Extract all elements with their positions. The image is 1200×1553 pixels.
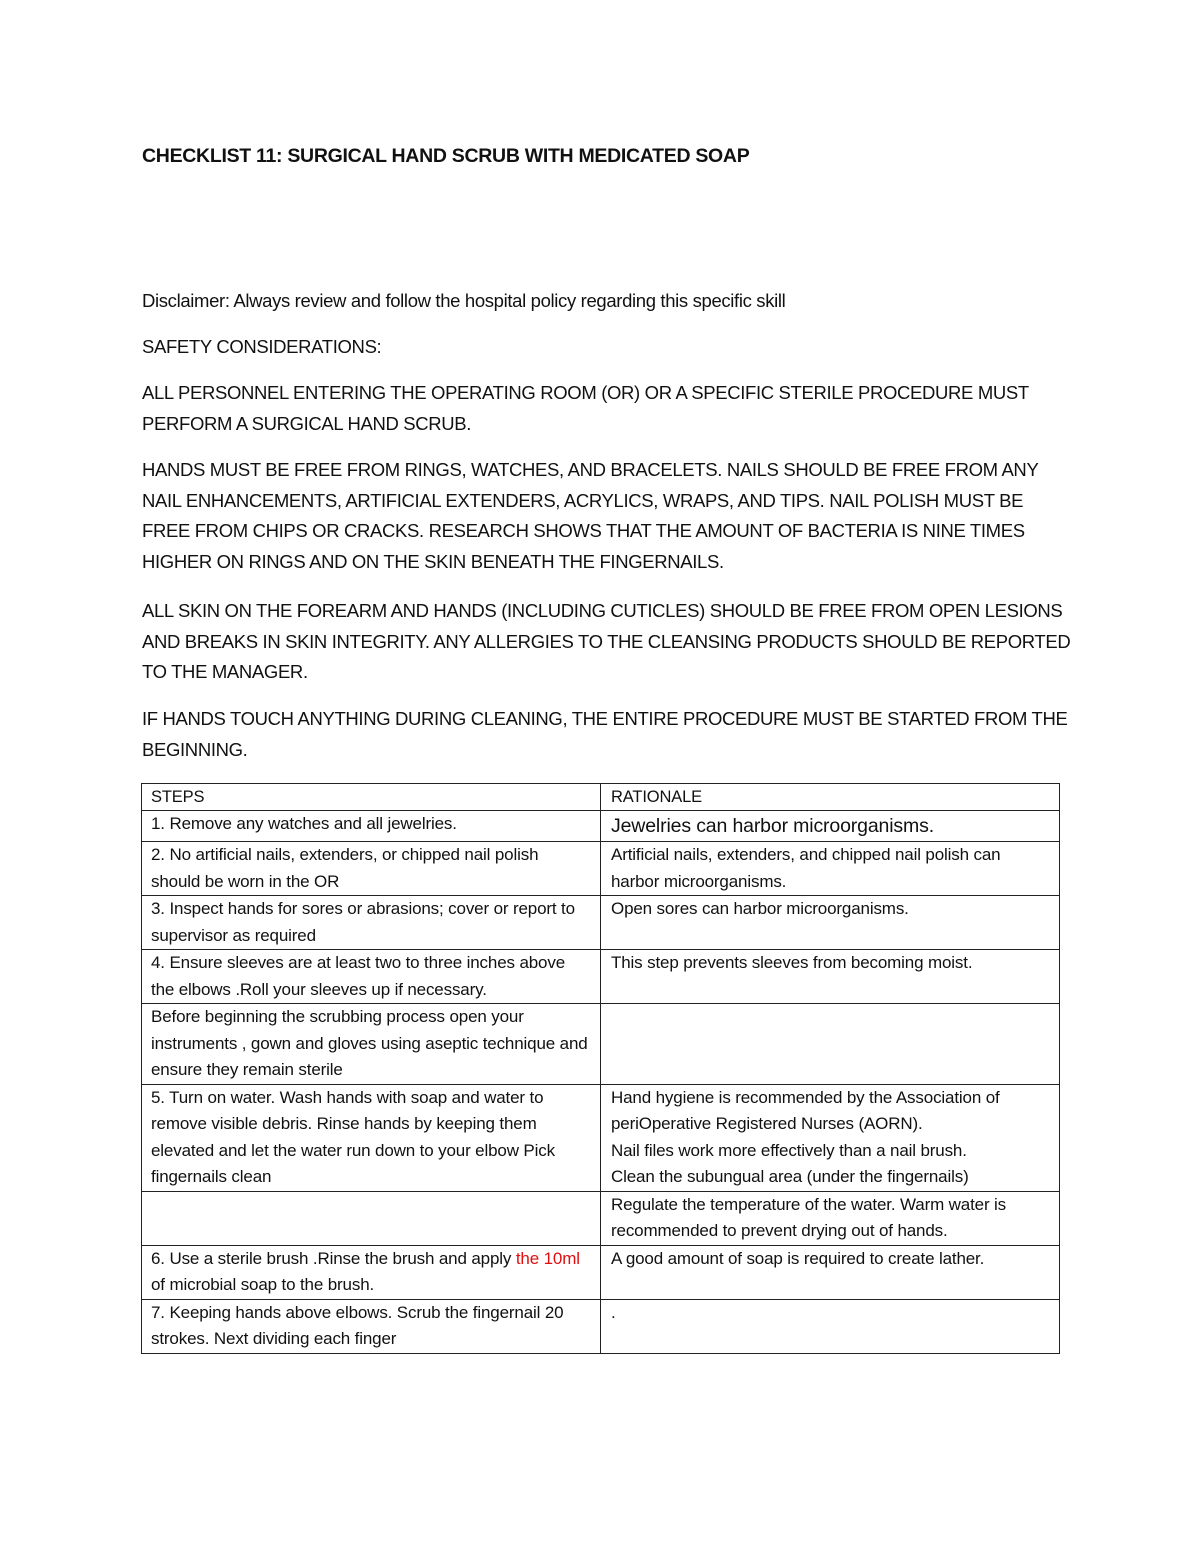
highlighted-amount: the 10ml bbox=[515, 1248, 580, 1268]
rationale-cell: Jewelries can harbor microorganisms. bbox=[601, 811, 1060, 842]
rationale-line: Hand hygiene is recommended by the Association of periOperative Registered Nurses (AORN). bbox=[611, 1087, 1000, 1133]
step-cell: Before beginning the scrubbing process open your instruments , gown and gloves using aseptic technique and ensure they remain sterile bbox=[142, 1004, 601, 1085]
rationale-line: Clean the subungual area (under the fingernails) bbox=[611, 1167, 969, 1186]
table-row bbox=[142, 842, 1060, 896]
table-row bbox=[142, 1191, 1060, 1245]
step-cell: 5. Turn on water. Wash hands with soap and water to remove visible debris. Rinse hands by keeping them elevated and let the water run down to your elbow Pick fingernails clean bbox=[142, 1084, 601, 1191]
rationale-cell: Regulate the temperature of the water. Warm water is recommended to prevent drying out of hands. bbox=[601, 1191, 1060, 1245]
rationale-cell: This step prevents sleeves from becoming moist. bbox=[601, 950, 1060, 1004]
table-row bbox=[142, 1084, 1060, 1191]
step-cell: 4. Ensure sleeves are at least two to three inches above the elbows .Roll your sleeves up if necessary. bbox=[142, 950, 601, 1004]
header-steps: STEPS bbox=[142, 784, 601, 811]
step-cell: 3. Inspect hands for sores or abrasions; cover or report to supervisor as required bbox=[142, 896, 601, 950]
disclaimer-text: Disclaimer: Always review and follow the hospital policy regarding this specific skill bbox=[142, 290, 786, 311]
step-text: of microbial soap to the brush. bbox=[151, 1275, 375, 1294]
steps-table bbox=[141, 783, 1060, 1354]
step-cell bbox=[142, 1245, 601, 1299]
table-header-row bbox=[142, 784, 1060, 811]
safety-paragraph: HANDS MUST BE FREE FROM RINGS, WATCHES, AND BRACELETS. NAILS SHOULD BE FREE FROM ANY NAIL ENHANCEMENTS, ARTIFICIAL EXTENDERS, ACRYLICS, WRAPS, AND TIPS. NAIL POLISH MUST BE FREE FROM CHIPS OR CRACKS. RESEARCH SHOWS THAT THE AMOUNT OF BACTERIA IS NINE TIMES HIGHER ON RINGS AND ON THE SKIN BENEATH THE FINGERNAILS. bbox=[142, 459, 1039, 572]
rationale-cell bbox=[601, 1084, 1060, 1191]
step-cell: 2. No artificial nails, extenders, or chipped nail polish should be worn in the OR bbox=[142, 842, 601, 896]
step-cell: 7. Keeping hands above elbows. Scrub the fingernail 20 strokes. Next dividing each finger bbox=[142, 1299, 601, 1353]
safety-paragraph: ALL PERSONNEL ENTERING THE OPERATING ROOM (OR) OR A SPECIFIC STERILE PROCEDURE MUST PERFORM A SURGICAL HAND SCRUB. bbox=[142, 382, 1029, 434]
rationale-cell: Open sores can harbor microorganisms. bbox=[601, 896, 1060, 950]
rationale-cell bbox=[601, 1004, 1060, 1085]
rationale-cell: A good amount of soap is required to create lather. bbox=[601, 1245, 1060, 1299]
rationale-cell: . bbox=[601, 1299, 1060, 1353]
rationale-cell: Artificial nails, extenders, and chipped nail polish can harbor microorganisms. bbox=[601, 842, 1060, 896]
header-rationale: RATIONALE bbox=[601, 784, 1060, 811]
table-row bbox=[142, 950, 1060, 1004]
table-row bbox=[142, 1004, 1060, 1085]
safety-paragraph: ALL SKIN ON THE FOREARM AND HANDS (INCLUDING CUTICLES) SHOULD BE FREE FROM OPEN LESIONS AND BREAKS IN SKIN INTEGRITY. ANY ALLERGIES TO THE CLEANSING PRODUCTS SHOULD BE REPORTED TO THE MANAGER. bbox=[142, 600, 1071, 682]
step-text: 6. Use a sterile brush .Rinse the brush and apply bbox=[151, 1248, 516, 1268]
step-cell bbox=[142, 1191, 601, 1245]
table-row bbox=[142, 1245, 1060, 1299]
page-title: CHECKLIST 11: SURGICAL HAND SCRUB WITH MEDICATED SOAP bbox=[142, 145, 750, 167]
step-cell: 1. Remove any watches and all jewelries. bbox=[142, 811, 601, 842]
rationale-line: Nail files work more effectively than a nail brush. bbox=[611, 1140, 967, 1160]
table-row bbox=[142, 896, 1060, 950]
table-row bbox=[142, 1299, 1060, 1353]
safety-paragraph: IF HANDS TOUCH ANYTHING DURING CLEANING, THE ENTIRE PROCEDURE MUST BE STARTED FROM THE BEGINNING. bbox=[142, 708, 1068, 760]
safety-heading: SAFETY CONSIDERATIONS: bbox=[142, 336, 382, 357]
table-row bbox=[142, 811, 1060, 842]
